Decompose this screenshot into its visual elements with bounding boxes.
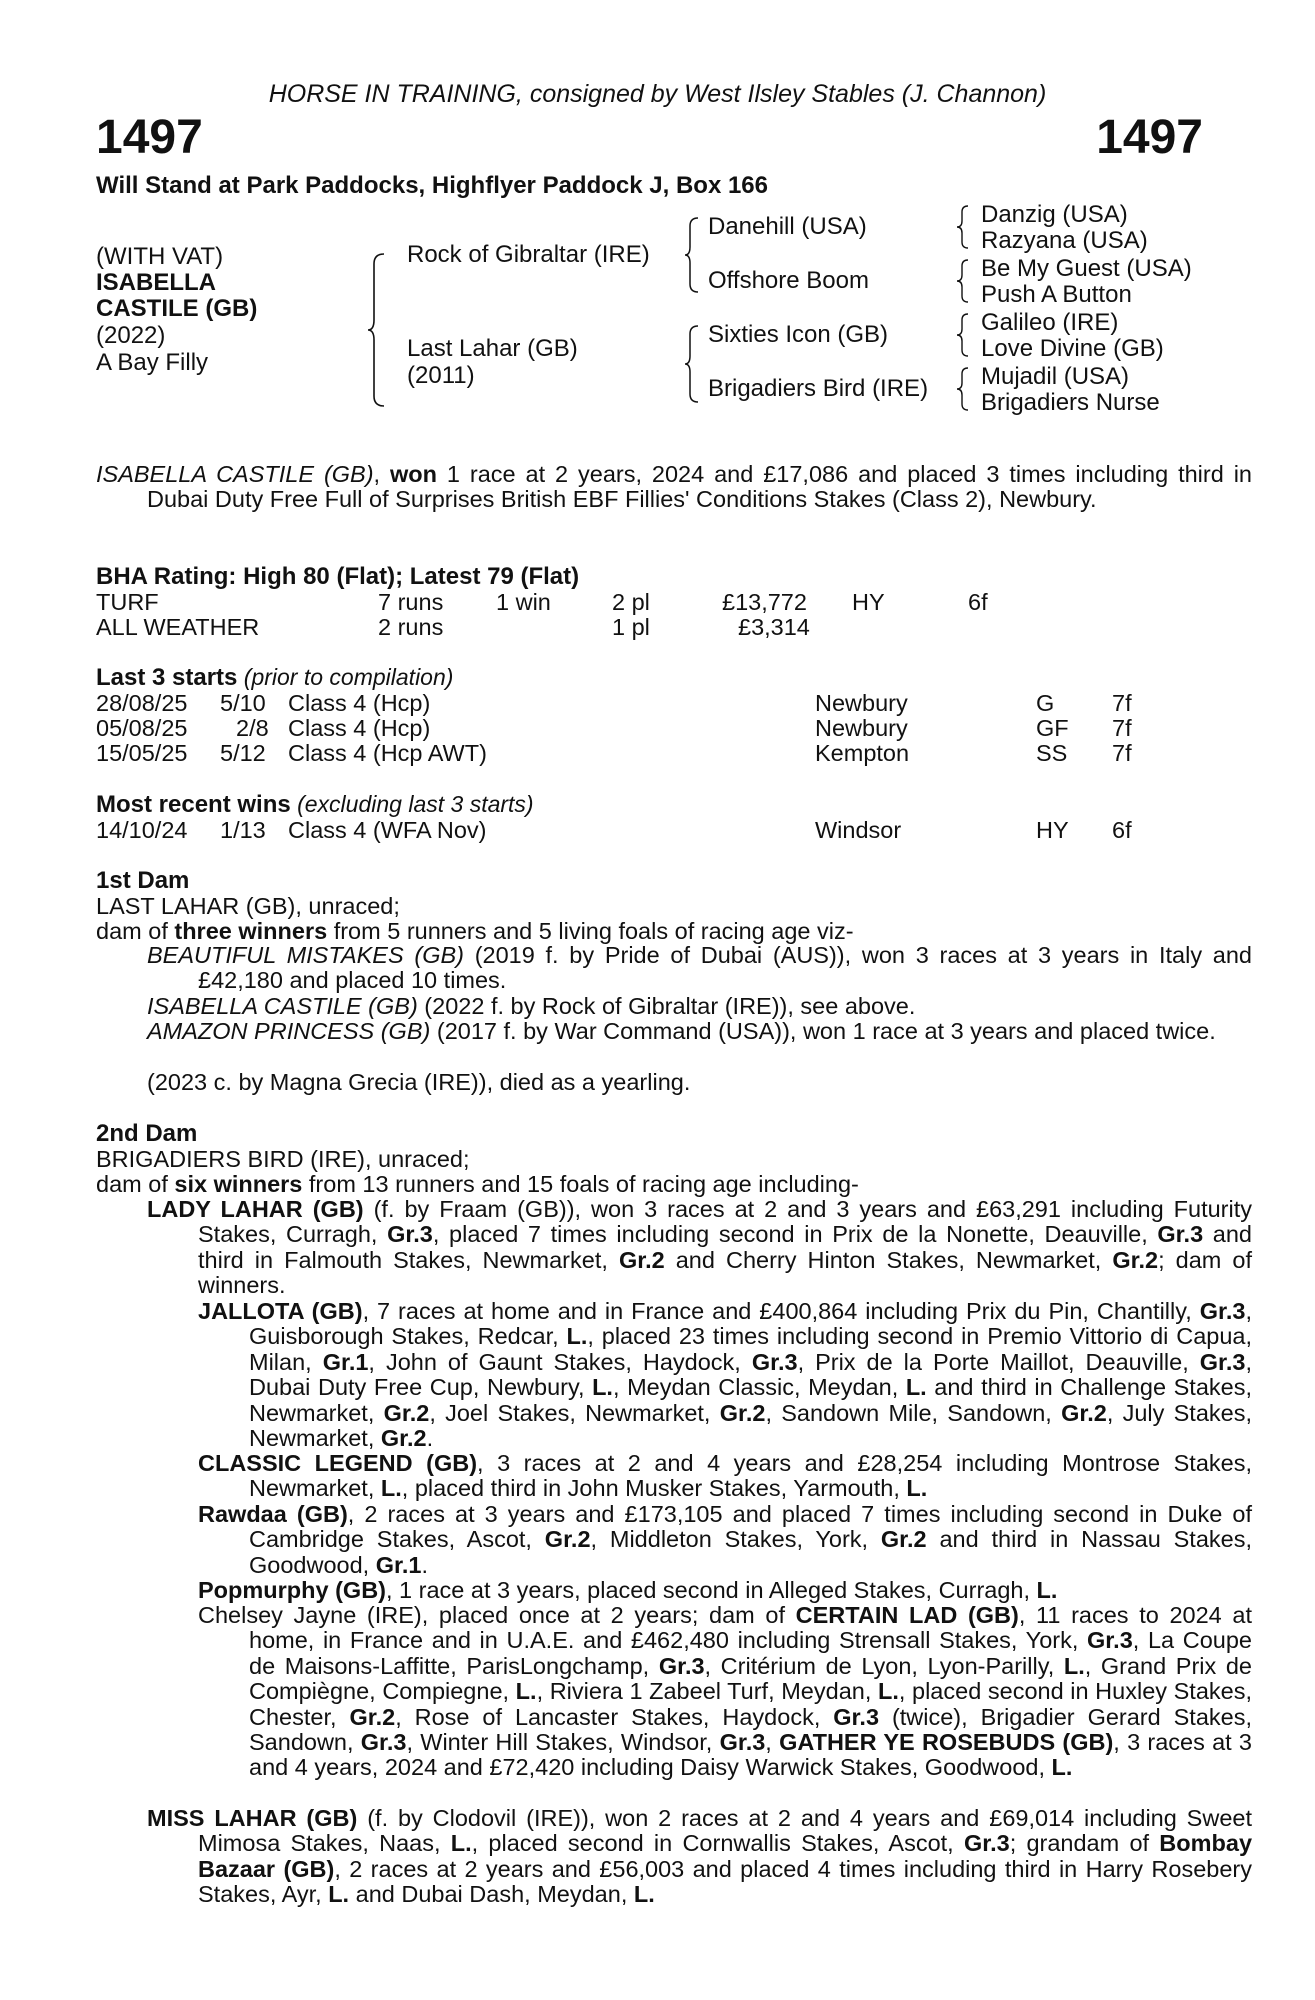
horse-name-line2: CASTILE (GB)	[96, 295, 258, 322]
summary-won: won	[390, 461, 437, 487]
second-dam-record: dam of six winners from 13 runners and 15 foals of racing age including-	[96, 1171, 859, 1197]
summary-horse-name: ISABELLA CASTILE (GB)	[96, 461, 374, 487]
dam-sire: Sixties Icon (GB)	[708, 321, 889, 348]
bha-rating-heading: BHA Rating: High 80 (Flat); Latest 79 (Flat)	[96, 563, 580, 590]
last-3-starts-heading: Last 3 starts (prior to compilation)	[96, 664, 454, 691]
g3-brace-4	[955, 366, 971, 412]
produce-entry: ISABELLA CASTILE (GB) (2022 f. by Rock of Gibraltar (IRE)), see above.	[147, 993, 916, 1019]
first-dam-line: LAST LAHAR (GB), unraced;	[96, 893, 400, 919]
g3-ancestor-1: Danzig (USA)	[981, 201, 1128, 228]
lady-lahar-entry: LADY LAHAR (GB) (f. by Fraam (GB)), won 3 races at 2 and 3 years and £63,291 including Futurity Stakes, Curragh, Gr.3, placed 7 times including second in Prix de la Nonette, Deauville, Gr.3 and third in Falmouth Stakes, Newmarket, Gr.2 and Cherry Hinton Stakes, Newmarket, Gr.2; dam of winners.	[147, 1196, 1253, 1299]
g3-ancestor-3: Be My Guest (USA)	[981, 255, 1192, 282]
first-dam-record: dam of three winners from 5 runners and 5 living foals of racing age viz-	[96, 918, 854, 944]
race-summary: ISABELLA CASTILE (GB), won 1 race at 2 years, 2024 and £17,086 and placed 3 times including third in Dubai Duty Free Full of Surprises British EBF Fillies' Conditions Stakes (Class 2), Newbury.	[96, 461, 1252, 513]
pedigree-brace-main	[366, 252, 388, 408]
miss-lahar-entry: MISS LAHAR (GB) (f. by Clodovil (IRE)), won 2 races at 2 and 4 years and £69,014 including Sweet Mimosa Stakes, Naas, L., placed second in Cornwallis Stakes, Ascot, Gr.3; grandam of Bombay Bazaar (GB), 2 races at 2 years and £56,003 and placed 4 times including third in Harry Rosebery Stakes, Ayr, L. and Dubai Dash, Meydan, L.	[147, 1805, 1253, 1908]
g3-ancestor-5: Galileo (IRE)	[981, 309, 1119, 336]
g3-brace-3	[955, 312, 971, 358]
lot-number-right: 1497	[1096, 111, 1203, 164]
second-dam-heading: 2nd Dam	[96, 1120, 198, 1147]
recent-wins-heading: Most recent wins (excluding last 3 starts)	[96, 791, 534, 818]
vat-note: (WITH VAT)	[96, 243, 224, 270]
rawdaa-entry: Rawdaa (GB), 2 races at 3 years and £173,105 and placed 7 times including second in Duke of Cambridge Stakes, Ascot, Gr.2, Middleton Stakes, York, Gr.2 and third in Nassau Stakes, Goodwood, Gr.1.	[198, 1501, 1253, 1578]
produce-entry: (2023 c. by Magna Grecia (IRE)), died as a yearling.	[147, 1069, 691, 1095]
sire-sire: Danehill (USA)	[708, 213, 867, 240]
g3-ancestor-6: Love Divine (GB)	[981, 335, 1164, 362]
produce-entry: AMAZON PRINCESS (GB) (2017 f. by War Command (USA)), won 1 race at 3 years and placed twice.	[147, 1018, 1216, 1044]
sire-brace	[683, 216, 701, 294]
g3-ancestor-7: Mujadil (USA)	[981, 363, 1130, 390]
lot-number-left: 1497	[96, 111, 203, 164]
sire-dam: Offshore Boom	[708, 267, 869, 294]
jallota-entry: JALLOTA (GB), 7 races at home and in France and £400,864 including Prix du Pin, Chantilly, Gr.3, Guisborough Stakes, Redcar, L., placed 23 times including second in Premio Vittorio di Capua, Milan, Gr.1, John of Gaunt Stakes, Haydock, Gr.3, Prix de la Porte Maillot, Deauville, Gr.3, Dubai Duty Free Cup, Newbury, L., Meydan Classic, Meydan, L. and third in Challenge Stakes, Newmarket, Gr.2, Joel Stakes, Newmarket, Gr.2, Sandown Mile, Sandown, Gr.2, July Stakes, Newmarket, Gr.2.	[198, 1298, 1253, 1452]
first-dam-heading: 1st Dam	[96, 867, 190, 894]
consignment-line: HORSE IN TRAINING, consigned by West Ilsley Stables (J. Channon)	[268, 80, 1047, 108]
g3-ancestor-4: Push A Button	[981, 281, 1132, 308]
horse-description: A Bay Filly	[96, 349, 209, 376]
foaling-year: (2022)	[96, 322, 166, 349]
dam-year: (2011)	[407, 362, 475, 389]
sire: Rock of Gibraltar (IRE)	[407, 241, 650, 268]
popmurphy-entry: Popmurphy (GB), 1 race at 3 years, placed second in Alleged Stakes, Curragh, L.	[198, 1577, 1058, 1603]
dam: Last Lahar (GB)	[407, 335, 578, 362]
dam-dam: Brigadiers Bird (IRE)	[708, 375, 929, 402]
stand-location: Will Stand at Park Paddocks, Highflyer Paddock J, Box 166	[96, 172, 768, 199]
g3-ancestor-2: Razyana (USA)	[981, 227, 1148, 254]
g3-brace-2	[955, 258, 971, 304]
g3-brace-1	[955, 204, 971, 250]
horse-name-line1: ISABELLA	[96, 269, 216, 296]
chelsey-jayne-entry: Chelsey Jayne (IRE), placed once at 2 years; dam of CERTAIN LAD (GB), 11 races to 2024 at home, in France and in U.A.E. and £462,480 including Strensall Stakes, York, Gr.3, La Coupe de Maisons-Laffitte, ParisLongchamp, Gr.3, Critérium de Lyon, Lyon-Parilly, L., Grand Prix de Compiègne, Compiegne, L., Riviera 1 Zabeel Turf, Meydan, L., placed second in Huxley Stakes, Chester, Gr.2, Rose of Lancaster Stakes, Haydock, Gr.3 (twice), Brigadier Gerard Stakes, Sandown, Gr.3, Winter Hill Stakes, Windsor, Gr.3, GATHER YE ROSEBUDS (GB), 3 races at 3 and 4 years, 2024 and £72,420 including Daisy Warwick Stakes, Goodwood, L.	[198, 1602, 1253, 1781]
classic-legend-entry: CLASSIC LEGEND (GB), 3 races at 2 and 4 years and £28,254 including Montrose Stakes, Newmarket, L., placed third in John Musker Stakes, Yarmouth, L.	[198, 1450, 1252, 1502]
g3-ancestor-8: Brigadiers Nurse	[981, 389, 1160, 416]
produce-entry: BEAUTIFUL MISTAKES (GB) (2019 f. by Pride of Dubai (AUS)), won 3 races at 3 years in Italy and £42,180 and placed 10 times.	[147, 942, 1252, 994]
dam-brace	[683, 324, 701, 404]
second-dam-line: BRIGADIERS BIRD (IRE), unraced;	[96, 1146, 470, 1172]
